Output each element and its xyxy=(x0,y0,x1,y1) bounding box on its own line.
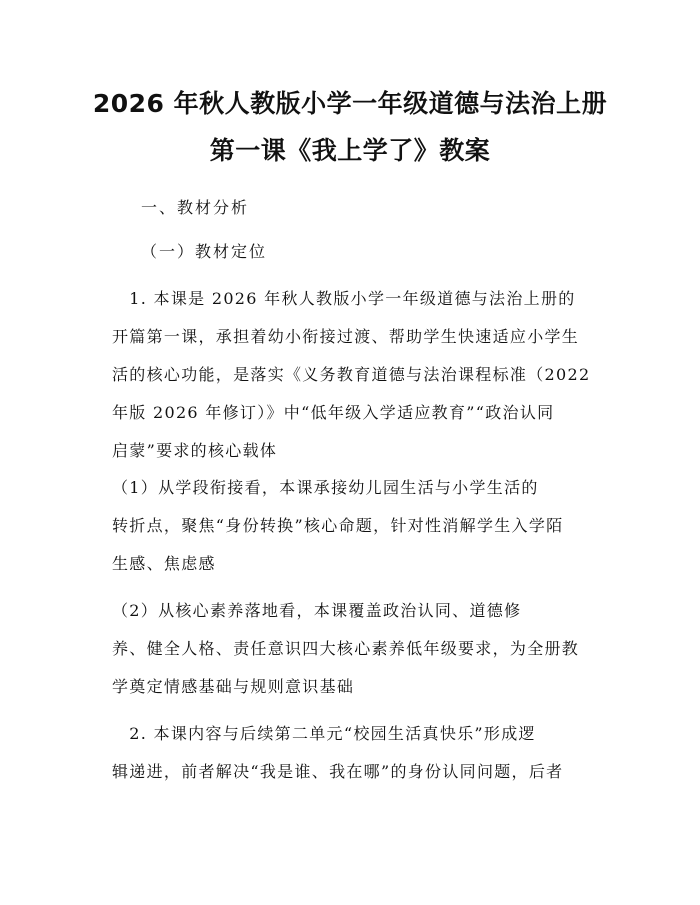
subsection-heading-textbook-positioning: （一）教材定位 xyxy=(141,242,268,261)
paragraph-1 xyxy=(112,280,592,470)
paragraph-line: 辑递进，前者解决“我是谁、我在哪”的身份认同问题，后者 xyxy=(112,762,564,781)
paragraph-line: 学奠定情感基础与规则意识基础 xyxy=(112,677,355,696)
paragraph-line: 年版 2026 年修订）》中“低年级入学适应教育”“政治认同 xyxy=(112,403,555,422)
paragraph-line: 生感、焦虑感 xyxy=(112,554,216,573)
paragraph-line: 开篇第一课，承担着幼小衔接过渡、帮助学生快速适应小学生 xyxy=(112,327,580,346)
paragraph-line: 转折点，聚焦“身份转换”核心命题，针对性消解学生入学陌 xyxy=(112,516,564,535)
paragraph-line: 启蒙”要求的核心载体 xyxy=(112,441,278,460)
paragraph-line: （1）从学段衔接看，本课承接幼儿园生活与小学生活的 xyxy=(112,478,539,497)
paragraph-line: （2）从核心素养落地看，本课覆盖政治认同、道德修 xyxy=(112,601,522,620)
document-title-line-1: 2026 年秋人教版小学一年级道德与法治上册 xyxy=(92,89,608,118)
paragraph-line: 2. 本课内容与后续第二单元“校园生活真快乐”形成逻 xyxy=(112,724,536,743)
paragraph-line: 养、健全人格、责任意识四大核心素养低年级要求，为全册教 xyxy=(112,639,580,658)
paragraph-3 xyxy=(112,592,592,706)
document-title-line-2: 第一课《我上学了》教案 xyxy=(209,136,491,165)
section-heading-textbook-analysis: 一、教材分析 xyxy=(141,198,250,217)
paragraph-line: 1. 本课是 2026 年秋人教版小学一年级道德与法治上册的 xyxy=(112,289,576,308)
paragraph-4 xyxy=(112,715,592,791)
paragraph-line: 活的核心功能，是落实《义务教育道德与法治课程标准（2022 xyxy=(112,365,591,384)
paragraph-2 xyxy=(112,469,592,583)
